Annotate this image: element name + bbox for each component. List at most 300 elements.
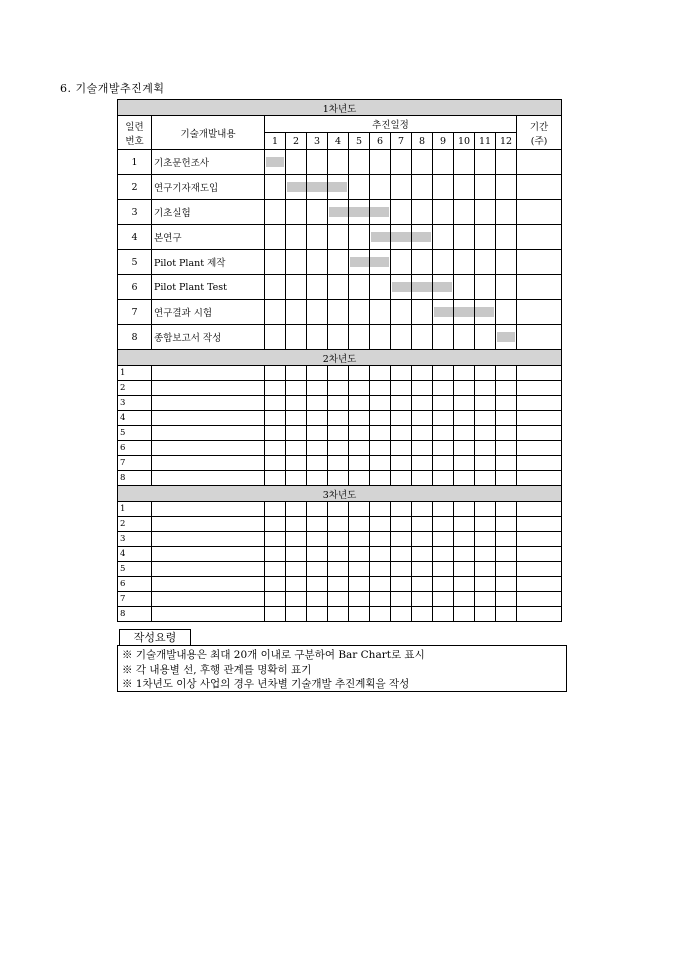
row-content	[152, 456, 265, 471]
schedule-cell	[370, 562, 391, 577]
schedule-cell	[349, 411, 370, 426]
row-content	[152, 502, 265, 517]
table-row	[118, 250, 562, 275]
schedule-cell	[265, 275, 286, 300]
row-content	[152, 381, 265, 396]
schedule-cell	[433, 396, 454, 411]
schedule-cell	[454, 175, 475, 200]
schedule-cell	[412, 325, 433, 350]
row-number: 8	[118, 607, 152, 622]
row-content: 종합보고서 작성	[152, 325, 265, 350]
schedule-cell	[349, 325, 370, 350]
schedule-cell	[307, 577, 328, 592]
row-number: 4	[118, 547, 152, 562]
schedule-cell	[307, 562, 328, 577]
row-number: 3	[118, 532, 152, 547]
schedule-cell	[307, 426, 328, 441]
year-band	[118, 350, 562, 366]
schedule-cell	[349, 456, 370, 471]
schedule-cell	[412, 396, 433, 411]
row-number: 4	[118, 225, 152, 250]
row-number: 3	[118, 396, 152, 411]
header-number-line2: 번호	[125, 135, 144, 147]
schedule-cell	[412, 592, 433, 607]
schedule-cell	[475, 577, 496, 592]
month-header: 5	[349, 133, 370, 150]
schedule-cell	[307, 502, 328, 517]
header-period	[517, 116, 562, 150]
schedule-cell	[454, 150, 475, 175]
row-number: 6	[118, 275, 152, 300]
schedule-cell	[475, 396, 496, 411]
period-cell	[517, 517, 562, 532]
header-schedule: 추진일정	[265, 116, 517, 133]
schedule-cell	[391, 562, 412, 577]
period-cell	[517, 456, 562, 471]
schedule-cell	[328, 577, 349, 592]
schedule-cell	[391, 411, 412, 426]
schedule-cell	[496, 456, 517, 471]
schedule-cell	[496, 175, 517, 200]
schedule-cell	[265, 250, 286, 275]
schedule-cell	[349, 396, 370, 411]
schedule-cell	[412, 275, 433, 300]
month-header: 9	[433, 133, 454, 150]
schedule-cell	[433, 381, 454, 396]
schedule-cell	[286, 456, 307, 471]
schedule-cell	[496, 225, 517, 250]
schedule-cell	[328, 502, 349, 517]
schedule-cell	[433, 200, 454, 225]
schedule-cell	[370, 150, 391, 175]
month-header: 12	[496, 133, 517, 150]
guide-box	[117, 645, 567, 692]
schedule-cell	[412, 150, 433, 175]
schedule-cell	[307, 532, 328, 547]
schedule-cell	[286, 411, 307, 426]
schedule-cell	[412, 175, 433, 200]
header-content: 기술개발내용	[152, 116, 265, 150]
schedule-cell	[349, 502, 370, 517]
schedule-cell	[286, 502, 307, 517]
table-row	[118, 411, 562, 426]
table-row	[118, 426, 562, 441]
schedule-cell	[496, 562, 517, 577]
schedule-cell	[286, 547, 307, 562]
schedule-cell	[475, 225, 496, 250]
schedule-cell	[496, 426, 517, 441]
schedule-cell	[307, 366, 328, 381]
schedule-cell	[370, 441, 391, 456]
period-cell	[517, 547, 562, 562]
period-cell	[517, 426, 562, 441]
row-content: 연구기자재도입	[152, 175, 265, 200]
schedule-cell	[496, 471, 517, 486]
schedule-cell	[391, 577, 412, 592]
schedule-cell	[328, 366, 349, 381]
schedule-cell	[496, 250, 517, 275]
schedule-cell	[412, 517, 433, 532]
schedule-cell	[307, 150, 328, 175]
month-header: 6	[370, 133, 391, 150]
schedule-cell	[454, 426, 475, 441]
table-row	[118, 200, 562, 225]
schedule-cell	[475, 471, 496, 486]
schedule-cell	[391, 471, 412, 486]
row-number: 5	[118, 426, 152, 441]
schedule-cell	[265, 150, 286, 175]
table-row	[118, 456, 562, 471]
schedule-cell	[391, 366, 412, 381]
schedule-cell	[475, 250, 496, 275]
year-label: 2차년도	[118, 350, 562, 366]
row-number: 2	[118, 175, 152, 200]
period-cell	[517, 275, 562, 300]
year-band	[118, 486, 562, 502]
schedule-cell	[496, 275, 517, 300]
schedule-cell	[349, 381, 370, 396]
schedule-cell	[328, 381, 349, 396]
table-row	[118, 325, 562, 350]
schedule-cell	[265, 532, 286, 547]
schedule-cell	[265, 200, 286, 225]
row-number: 5	[118, 562, 152, 577]
schedule-cell	[454, 366, 475, 381]
row-content	[152, 396, 265, 411]
schedule-cell	[454, 396, 475, 411]
schedule-cell	[328, 471, 349, 486]
schedule-cell	[328, 325, 349, 350]
row-number: 8	[118, 325, 152, 350]
table-row	[118, 577, 562, 592]
schedule-cell	[391, 225, 412, 250]
schedule-cell	[496, 577, 517, 592]
table-row	[118, 502, 562, 517]
schedule-cell	[349, 441, 370, 456]
schedule-cell	[328, 456, 349, 471]
schedule-cell	[475, 200, 496, 225]
schedule-cell	[328, 175, 349, 200]
schedule-cell	[370, 300, 391, 325]
row-content	[152, 471, 265, 486]
schedule-cell	[391, 517, 412, 532]
schedule-cell	[412, 577, 433, 592]
schedule-cell	[328, 150, 349, 175]
schedule-cell	[391, 607, 412, 622]
schedule-cell	[433, 175, 454, 200]
section-title: 6. 기술개발추진계획	[60, 82, 165, 95]
schedule-cell	[433, 275, 454, 300]
schedule-cell	[265, 325, 286, 350]
schedule-cell	[496, 592, 517, 607]
row-content: 기초실험	[152, 200, 265, 225]
schedule-cell	[391, 381, 412, 396]
period-cell	[517, 366, 562, 381]
period-cell	[517, 175, 562, 200]
schedule-cell	[412, 250, 433, 275]
month-header: 8	[412, 133, 433, 150]
schedule-cell	[475, 381, 496, 396]
schedule-cell	[412, 366, 433, 381]
schedule-cell	[328, 547, 349, 562]
schedule-cell	[265, 517, 286, 532]
schedule-cell	[370, 607, 391, 622]
schedule-cell	[412, 471, 433, 486]
schedule-cell	[307, 225, 328, 250]
row-content	[152, 517, 265, 532]
schedule-cell	[412, 547, 433, 562]
schedule-cell	[454, 577, 475, 592]
schedule-cell	[433, 250, 454, 275]
row-number: 3	[118, 200, 152, 225]
row-number: 6	[118, 577, 152, 592]
schedule-cell	[307, 300, 328, 325]
schedule-cell	[307, 381, 328, 396]
schedule-cell	[370, 547, 391, 562]
table-row	[118, 150, 562, 175]
schedule-cell	[370, 471, 391, 486]
schedule-cell	[328, 200, 349, 225]
schedule-cell	[286, 150, 307, 175]
row-content	[152, 592, 265, 607]
schedule-cell	[370, 532, 391, 547]
schedule-cell	[265, 175, 286, 200]
schedule-cell	[307, 250, 328, 275]
schedule-cell	[286, 225, 307, 250]
schedule-cell	[475, 456, 496, 471]
table-row	[118, 562, 562, 577]
schedule-cell	[307, 200, 328, 225]
schedule-cell	[433, 532, 454, 547]
schedule-cell	[433, 441, 454, 456]
schedule-cell	[391, 396, 412, 411]
schedule-cell	[286, 532, 307, 547]
year-band	[118, 100, 562, 116]
schedule-cell	[496, 607, 517, 622]
schedule-cell	[496, 532, 517, 547]
schedule-cell	[475, 547, 496, 562]
schedule-cell	[286, 562, 307, 577]
month-header: 10	[454, 133, 475, 150]
period-cell	[517, 200, 562, 225]
schedule-cell	[328, 592, 349, 607]
schedule-cell	[475, 607, 496, 622]
month-header: 2	[286, 133, 307, 150]
schedule-cell	[412, 381, 433, 396]
schedule-cell	[496, 441, 517, 456]
row-content	[152, 426, 265, 441]
schedule-cell	[391, 502, 412, 517]
schedule-cell	[370, 275, 391, 300]
schedule-cell	[286, 300, 307, 325]
schedule-cell	[475, 426, 496, 441]
table-row	[118, 471, 562, 486]
schedule-cell	[349, 592, 370, 607]
schedule-cell	[412, 200, 433, 225]
row-content: 연구결과 시험	[152, 300, 265, 325]
period-cell	[517, 562, 562, 577]
period-cell	[517, 396, 562, 411]
row-content: Pilot Plant Test	[152, 275, 265, 300]
schedule-cell	[433, 225, 454, 250]
schedule-cell	[433, 471, 454, 486]
schedule-cell	[370, 411, 391, 426]
schedule-cell	[370, 250, 391, 275]
schedule-cell	[286, 396, 307, 411]
schedule-cell	[496, 150, 517, 175]
table-row	[118, 592, 562, 607]
schedule-cell	[349, 471, 370, 486]
schedule-cell	[286, 471, 307, 486]
period-cell	[517, 441, 562, 456]
schedule-cell	[370, 325, 391, 350]
schedule-cell	[475, 366, 496, 381]
schedule-cell	[370, 456, 391, 471]
schedule-cell	[475, 300, 496, 325]
schedule-cell	[454, 502, 475, 517]
schedule-cell	[370, 366, 391, 381]
schedule-cell	[265, 502, 286, 517]
guide-title: 작성요령	[119, 629, 191, 646]
schedule-cell	[454, 300, 475, 325]
schedule-cell	[370, 577, 391, 592]
schedule-cell	[370, 225, 391, 250]
row-content	[152, 547, 265, 562]
table-row	[118, 381, 562, 396]
row-number: 2	[118, 517, 152, 532]
schedule-cell	[496, 547, 517, 562]
schedule-cell	[286, 607, 307, 622]
schedule-cell	[412, 532, 433, 547]
year-label: 1차년도	[118, 100, 562, 116]
schedule-cell	[349, 250, 370, 275]
schedule-cell	[475, 562, 496, 577]
row-content	[152, 366, 265, 381]
row-number: 7	[118, 592, 152, 607]
row-number: 4	[118, 411, 152, 426]
schedule-cell	[475, 441, 496, 456]
schedule-cell	[286, 175, 307, 200]
schedule-cell	[370, 396, 391, 411]
guide-line: ※ 기술개발내용은 최대 20개 이내로 구분하여 Bar Chart로 표시	[122, 649, 425, 661]
row-number: 6	[118, 441, 152, 456]
header-row	[118, 116, 562, 133]
schedule-cell	[265, 225, 286, 250]
schedule-cell	[391, 150, 412, 175]
period-cell	[517, 532, 562, 547]
schedule-cell	[286, 366, 307, 381]
row-content: 기초문헌조사	[152, 150, 265, 175]
schedule-cell	[433, 502, 454, 517]
schedule-cell	[454, 275, 475, 300]
schedule-cell	[433, 517, 454, 532]
schedule-cell	[307, 411, 328, 426]
table-row	[118, 517, 562, 532]
schedule-cell	[475, 502, 496, 517]
row-content: Pilot Plant 제작	[152, 250, 265, 275]
schedule-cell	[265, 381, 286, 396]
table-row	[118, 532, 562, 547]
schedule-cell	[475, 175, 496, 200]
schedule-cell	[265, 547, 286, 562]
schedule-cell	[286, 592, 307, 607]
schedule-cell	[307, 441, 328, 456]
schedule-cell	[475, 275, 496, 300]
row-content	[152, 532, 265, 547]
schedule-cell	[349, 577, 370, 592]
schedule-cell	[286, 250, 307, 275]
row-number: 2	[118, 381, 152, 396]
month-header: 4	[328, 133, 349, 150]
schedule-cell	[454, 250, 475, 275]
schedule-cell	[391, 532, 412, 547]
schedule-cell	[265, 577, 286, 592]
schedule-cell	[391, 426, 412, 441]
schedule-cell	[328, 532, 349, 547]
schedule-cell	[433, 300, 454, 325]
schedule-cell	[349, 517, 370, 532]
schedule-cell	[307, 325, 328, 350]
schedule-cell	[454, 381, 475, 396]
schedule-cell	[328, 562, 349, 577]
period-cell	[517, 592, 562, 607]
schedule-cell	[349, 175, 370, 200]
schedule-cell	[265, 592, 286, 607]
schedule-cell	[391, 250, 412, 275]
period-cell	[517, 607, 562, 622]
schedule-cell	[328, 426, 349, 441]
schedule-cell	[349, 562, 370, 577]
schedule-cell	[391, 325, 412, 350]
schedule-cell	[454, 325, 475, 350]
schedule-cell	[265, 562, 286, 577]
table-row	[118, 547, 562, 562]
table-row	[118, 607, 562, 622]
schedule-cell	[496, 502, 517, 517]
row-number: 5	[118, 250, 152, 275]
schedule-cell	[496, 325, 517, 350]
schedule-cell	[391, 275, 412, 300]
schedule-cell	[475, 411, 496, 426]
schedule-cell	[496, 381, 517, 396]
schedule-cell	[286, 577, 307, 592]
schedule-cell	[370, 517, 391, 532]
schedule-cell	[412, 502, 433, 517]
schedule-cell	[349, 150, 370, 175]
schedule-cell	[328, 300, 349, 325]
schedule-cell	[454, 547, 475, 562]
schedule-cell	[349, 275, 370, 300]
schedule-cell	[412, 300, 433, 325]
schedule-cell	[265, 456, 286, 471]
schedule-cell	[433, 426, 454, 441]
schedule-cell	[286, 200, 307, 225]
month-header: 11	[475, 133, 496, 150]
table-row	[118, 300, 562, 325]
schedule-cell	[349, 426, 370, 441]
row-content	[152, 411, 265, 426]
schedule-cell	[349, 366, 370, 381]
schedule-cell	[286, 517, 307, 532]
schedule-cell	[454, 562, 475, 577]
row-content	[152, 562, 265, 577]
month-header: 1	[265, 133, 286, 150]
schedule-cell	[349, 200, 370, 225]
schedule-cell	[454, 532, 475, 547]
schedule-cell	[391, 441, 412, 456]
schedule-cell	[454, 225, 475, 250]
period-cell	[517, 471, 562, 486]
